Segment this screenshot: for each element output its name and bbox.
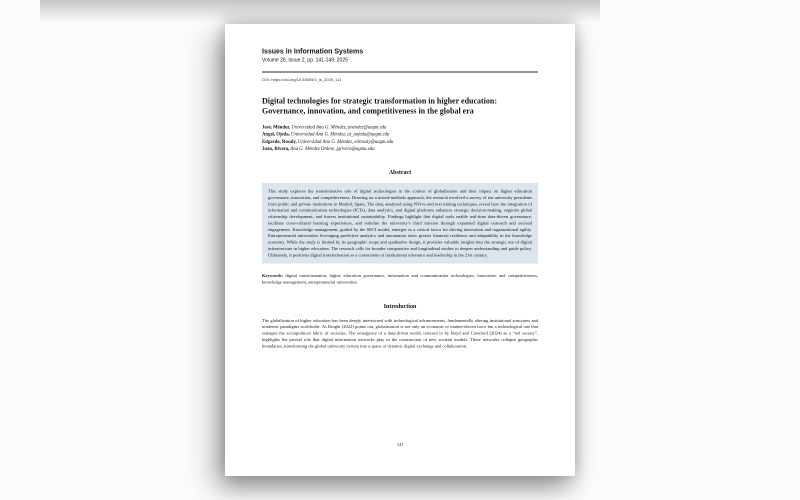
paper-title: Digital technologies for strategic transformation in higher education: Governance, innovation, and competitiveness in the global era [262,96,498,116]
keywords-label: Keywords: [262,272,283,278]
journal-name: Issues in Information Systems [262,47,364,55]
page-number: 141 [396,442,404,447]
header-divider [262,71,538,72]
introduction-heading: Introduction [383,302,417,310]
keywords-text: digital transformation, higher education governance, information and communication technologies, innovation and competitiveness, knowledge management, entrepreneurial universities [262,272,538,285]
introduction-text: The globalization of higher education has been deeply intertwined with technological advancements, fundamentally altering institutional structures and academic paradigms worldwide. As Knight (2022) points out, globalization is not only an economic or market-driven force but a technological one that reshapes the sociopolitical fabric of societies. The emergence of a data-driven world, referred to by Boyd and Crawford (2024) as a “red society”, highlights the pivotal role that digital information networks play in the construction of new societal models. These networks collapse geographic boundaries, transforming the global university system into a space of dynamic digital exchange and collaboration. [262,317,538,349]
author-affiliation: Universidad Ana G. Méndez, edrosaly@uagm.edu [296,139,394,145]
author-row [262,145,538,152]
abstract-text: This study explores the transformative role of digital technologies in the context of globalization and their impact on higher education governance, innovation, and competitiveness. Drawing on a mixed-methods approach, the research involved a survey of ten university presidents from public and private institutions in Madrid, Spain. The data, analyzed using NVivo and text mining techniques, reveal how the integration of information and communication technologies (ICTs), data analytics, and digital platforms enhances strategic decision-making, supports global citizenship development, and fosters institutional sustainability. Findings highlight that digital tools enable real-time data-driven governance, facilitate cross-cultural learning experiences, and redefine the university’s third mission through expanded digital outreach and societal engagement. Knowledge management, guided by the SECI model, emerges as a critical factor for driving innovation and organizational agility. Entrepreneurial universities leveraging predictive analytics and automation show greater financial resilience and adaptability in the knowledge economy. While the study is limited by its geographic scope and qualitative design, it provides valuable insights into the strategic use of digital infrastructure in higher education. The research calls for broader comparative and longitudinal studies to deepen understanding and guide policy. Ultimately, it positions digital transformation as a cornerstone of institutional relevance and leadership in the 21st century. [268,188,532,258]
author-name: José, Méndez, [262,125,291,131]
author-affiliation: Universidad Ana G. Méndez, jmendez@uagm.edu [290,125,387,131]
journal-volume-line: Volume 26, Issue 2, pp. 141-149, 2025 [262,57,348,63]
paper-content [225,24,575,476]
author-row [262,131,538,138]
author-affiliation: Universidad Ana G. Méndez, ut_aojeda@uagm.edu [289,132,390,138]
keywords-paragraph [262,272,538,285]
abstract-heading: Abstract [388,168,412,176]
paper-page [225,24,575,476]
author-affiliation: Ana G. Méndez Online, jgrivera@agmu.edu [289,146,375,152]
author-name: Angel, Ojeda, [262,132,290,138]
doi-link[interactable]: DOI: https://doi.org/10.48009/2_is_2025_111 [262,77,342,82]
abstract-box [262,183,538,263]
author-name: Juan, Rivera, [262,146,290,152]
author-row [262,124,538,131]
author-list [262,124,538,153]
author-row [262,138,538,145]
author-name: Edgardo, Rosaly, [262,139,297,145]
